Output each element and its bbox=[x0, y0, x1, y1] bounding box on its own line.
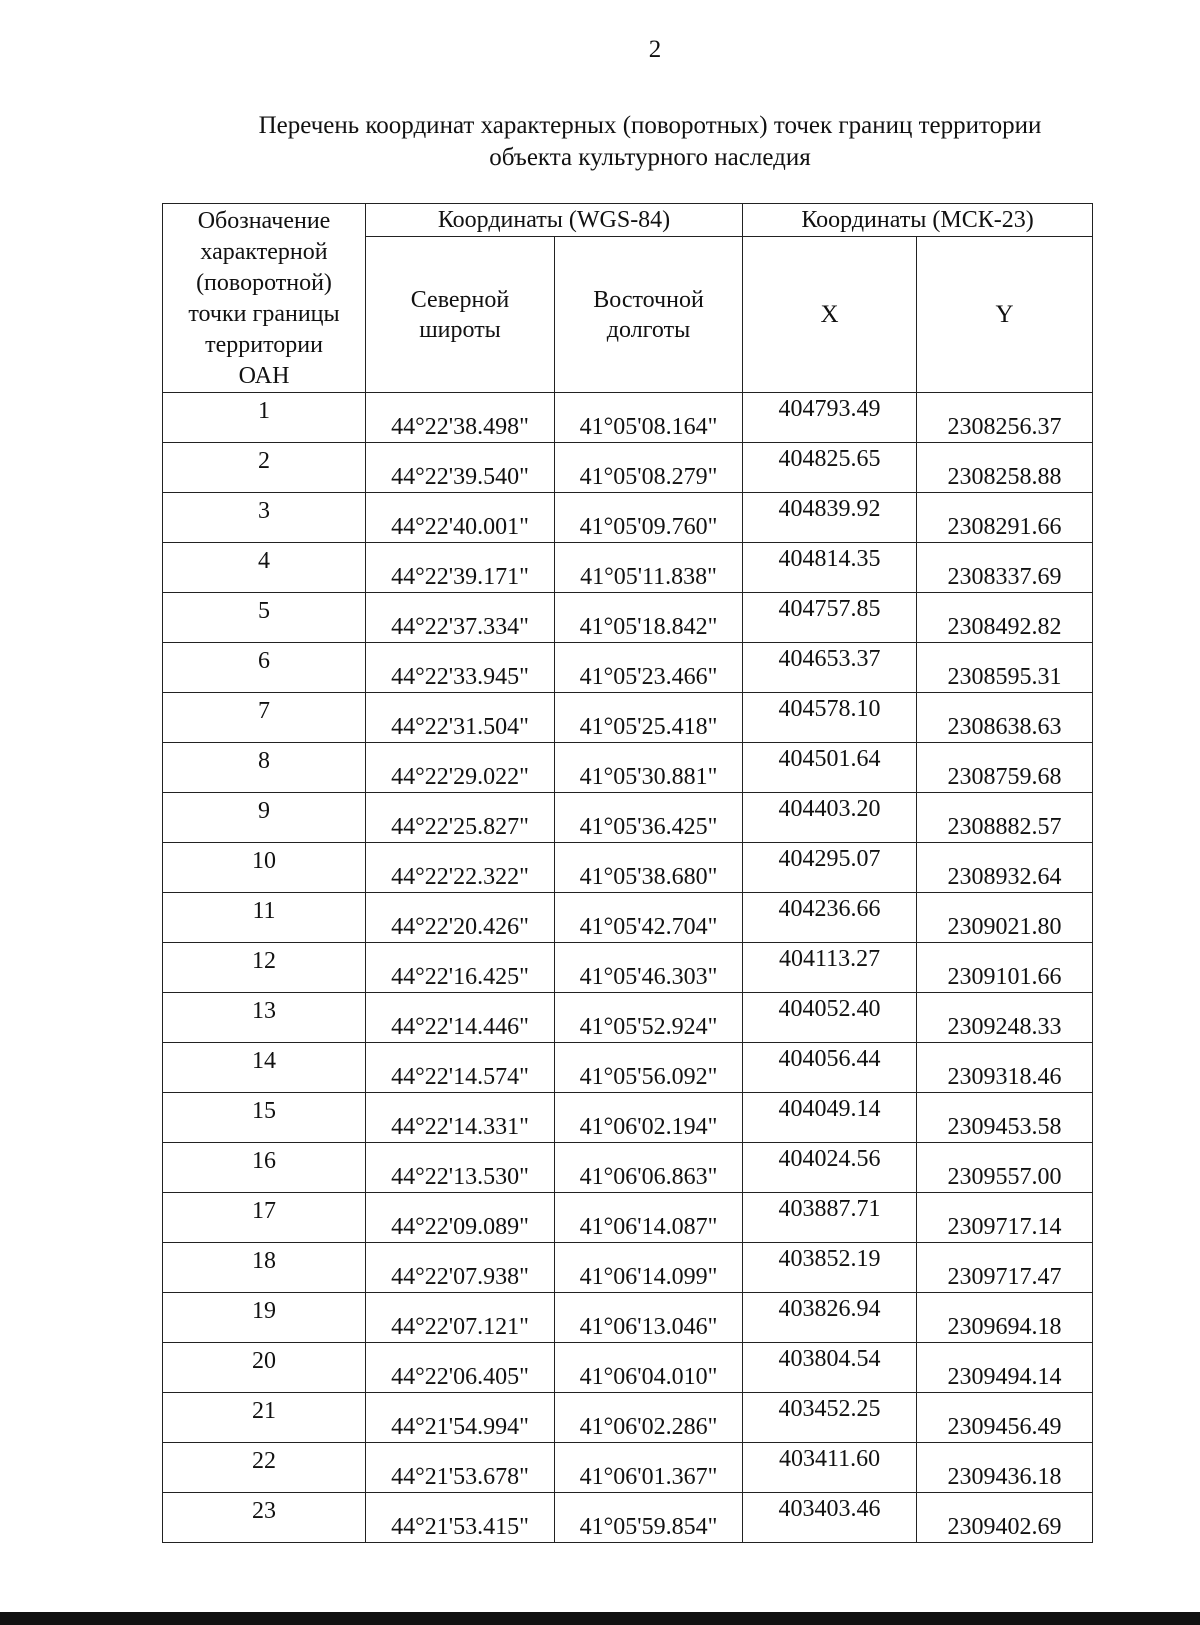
point-header-line: территории bbox=[205, 332, 323, 358]
longitude-cell: 41°05'30.881" bbox=[555, 743, 743, 793]
x-cell: 404793.49 bbox=[743, 393, 917, 443]
table-body bbox=[163, 393, 1093, 1543]
point-cell: 12 bbox=[163, 943, 366, 993]
y-cell: 2309101.66 bbox=[917, 943, 1093, 993]
longitude-cell: 41°06'14.087" bbox=[555, 1193, 743, 1243]
table-row bbox=[163, 1343, 1093, 1393]
x-cell: 404839.92 bbox=[743, 493, 917, 543]
table-row bbox=[163, 393, 1093, 443]
table-row bbox=[163, 443, 1093, 493]
latitude-header bbox=[366, 237, 555, 393]
longitude-cell: 41°05'25.418" bbox=[555, 693, 743, 743]
latitude-cell: 44°22'22.322" bbox=[366, 843, 555, 893]
x-cell: 404825.65 bbox=[743, 443, 917, 493]
latitude-cell: 44°22'31.504" bbox=[366, 693, 555, 743]
point-header-line: ОАН bbox=[238, 363, 290, 389]
y-header: Y bbox=[917, 237, 1093, 393]
longitude-cell: 41°05'08.164" bbox=[555, 393, 743, 443]
x-cell: 403826.94 bbox=[743, 1293, 917, 1343]
table-row bbox=[163, 1293, 1093, 1343]
point-header-line: (поворотной) bbox=[196, 270, 332, 296]
document-title bbox=[170, 110, 1130, 174]
x-cell: 404113.27 bbox=[743, 943, 917, 993]
y-cell: 2308759.68 bbox=[917, 743, 1093, 793]
table-row bbox=[163, 693, 1093, 743]
y-cell: 2309494.14 bbox=[917, 1343, 1093, 1393]
x-cell: 403804.54 bbox=[743, 1343, 917, 1393]
table-row bbox=[163, 1093, 1093, 1143]
y-cell: 2309456.49 bbox=[917, 1393, 1093, 1443]
longitude-header-line: долготы bbox=[606, 316, 691, 343]
point-cell: 13 bbox=[163, 993, 366, 1043]
msk23-group-header: Координаты (МСК-23) bbox=[743, 204, 1093, 237]
x-cell: 404653.37 bbox=[743, 643, 917, 693]
latitude-cell: 44°22'14.574" bbox=[366, 1043, 555, 1093]
table-row bbox=[163, 643, 1093, 693]
latitude-cell: 44°22'29.022" bbox=[366, 743, 555, 793]
latitude-cell: 44°22'06.405" bbox=[366, 1343, 555, 1393]
latitude-header-line: Северной bbox=[410, 286, 510, 313]
y-cell: 2308638.63 bbox=[917, 693, 1093, 743]
longitude-cell: 41°05'52.924" bbox=[555, 993, 743, 1043]
latitude-cell: 44°22'14.331" bbox=[366, 1093, 555, 1143]
y-cell: 2309453.58 bbox=[917, 1093, 1093, 1143]
point-cell: 16 bbox=[163, 1143, 366, 1193]
table-row bbox=[163, 993, 1093, 1043]
latitude-cell: 44°22'20.426" bbox=[366, 893, 555, 943]
table-row bbox=[163, 793, 1093, 843]
table-row bbox=[163, 493, 1093, 543]
latitude-cell: 44°22'16.425" bbox=[366, 943, 555, 993]
x-cell: 404024.56 bbox=[743, 1143, 917, 1193]
point-header-line: характерной bbox=[200, 239, 328, 265]
table-row bbox=[163, 943, 1093, 993]
point-cell: 23 bbox=[163, 1493, 366, 1543]
table-row bbox=[163, 1243, 1093, 1293]
latitude-cell: 44°22'38.498" bbox=[366, 393, 555, 443]
latitude-cell: 44°21'53.415" bbox=[366, 1493, 555, 1543]
table-row bbox=[163, 1493, 1093, 1543]
x-cell: 404295.07 bbox=[743, 843, 917, 893]
point-header-line: Обозначение bbox=[197, 208, 331, 234]
point-cell: 5 bbox=[163, 593, 366, 643]
point-cell: 21 bbox=[163, 1393, 366, 1443]
x-cell: 404403.20 bbox=[743, 793, 917, 843]
longitude-cell: 41°06'14.099" bbox=[555, 1243, 743, 1293]
table-row bbox=[163, 1393, 1093, 1443]
latitude-cell: 44°22'14.446" bbox=[366, 993, 555, 1043]
point-header-line: точки границы bbox=[188, 301, 340, 327]
latitude-cell: 44°22'37.334" bbox=[366, 593, 555, 643]
longitude-cell: 41°05'59.854" bbox=[555, 1493, 743, 1543]
y-cell: 2309557.00 bbox=[917, 1143, 1093, 1193]
scan-edge-bar bbox=[0, 1612, 1200, 1625]
x-header: X bbox=[743, 237, 917, 393]
x-cell: 404052.40 bbox=[743, 993, 917, 1043]
longitude-cell: 41°05'11.838" bbox=[555, 543, 743, 593]
x-cell: 403887.71 bbox=[743, 1193, 917, 1243]
page-number: 2 bbox=[648, 36, 662, 63]
x-cell: 404757.85 bbox=[743, 593, 917, 643]
y-cell: 2308291.66 bbox=[917, 493, 1093, 543]
longitude-cell: 41°05'23.466" bbox=[555, 643, 743, 693]
latitude-cell: 44°21'53.678" bbox=[366, 1443, 555, 1493]
y-cell: 2309402.69 bbox=[917, 1493, 1093, 1543]
latitude-cell: 44°22'33.945" bbox=[366, 643, 555, 693]
point-cell: 7 bbox=[163, 693, 366, 743]
x-cell: 403411.60 bbox=[743, 1443, 917, 1493]
y-cell: 2308337.69 bbox=[917, 543, 1093, 593]
table-header bbox=[163, 204, 1093, 393]
point-cell: 22 bbox=[163, 1443, 366, 1493]
longitude-header-line: Восточной bbox=[593, 286, 704, 313]
point-cell: 14 bbox=[163, 1043, 366, 1093]
longitude-cell: 41°05'36.425" bbox=[555, 793, 743, 843]
y-cell: 2309694.18 bbox=[917, 1293, 1093, 1343]
latitude-cell: 44°22'09.089" bbox=[366, 1193, 555, 1243]
longitude-cell: 41°06'06.863" bbox=[555, 1143, 743, 1193]
wgs84-group-header: Координаты (WGS-84) bbox=[366, 204, 743, 237]
x-cell: 403852.19 bbox=[743, 1243, 917, 1293]
x-cell: 404578.10 bbox=[743, 693, 917, 743]
table-row bbox=[163, 743, 1093, 793]
table-row bbox=[163, 543, 1093, 593]
point-cell: 3 bbox=[163, 493, 366, 543]
longitude-cell: 41°05'18.842" bbox=[555, 593, 743, 643]
point-cell: 18 bbox=[163, 1243, 366, 1293]
point-cell: 1 bbox=[163, 393, 366, 443]
longitude-cell: 41°05'56.092" bbox=[555, 1043, 743, 1093]
longitude-header bbox=[555, 237, 743, 393]
point-cell: 19 bbox=[163, 1293, 366, 1343]
longitude-cell: 41°06'01.367" bbox=[555, 1443, 743, 1493]
longitude-cell: 41°06'02.286" bbox=[555, 1393, 743, 1443]
x-cell: 403403.46 bbox=[743, 1493, 917, 1543]
latitude-cell: 44°21'54.994" bbox=[366, 1393, 555, 1443]
y-cell: 2309248.33 bbox=[917, 993, 1093, 1043]
x-cell: 404236.66 bbox=[743, 893, 917, 943]
point-cell: 17 bbox=[163, 1193, 366, 1243]
x-cell: 404814.35 bbox=[743, 543, 917, 593]
longitude-cell: 41°05'09.760" bbox=[555, 493, 743, 543]
longitude-cell: 41°05'08.279" bbox=[555, 443, 743, 493]
point-cell: 4 bbox=[163, 543, 366, 593]
latitude-cell: 44°22'39.171" bbox=[366, 543, 555, 593]
latitude-cell: 44°22'13.530" bbox=[366, 1143, 555, 1193]
table-row bbox=[163, 1043, 1093, 1093]
longitude-cell: 41°05'42.704" bbox=[555, 893, 743, 943]
point-cell: 10 bbox=[163, 843, 366, 893]
point-cell: 9 bbox=[163, 793, 366, 843]
x-cell: 404501.64 bbox=[743, 743, 917, 793]
y-cell: 2309436.18 bbox=[917, 1443, 1093, 1493]
title-line-1: Перечень координат характерных (поворотных) точек границ территории bbox=[258, 112, 1042, 139]
point-cell: 15 bbox=[163, 1093, 366, 1143]
longitude-cell: 41°05'46.303" bbox=[555, 943, 743, 993]
point-cell: 20 bbox=[163, 1343, 366, 1393]
y-cell: 2308256.37 bbox=[917, 393, 1093, 443]
longitude-cell: 41°05'38.680" bbox=[555, 843, 743, 893]
table-row bbox=[163, 593, 1093, 643]
y-cell: 2308882.57 bbox=[917, 793, 1093, 843]
x-cell: 403452.25 bbox=[743, 1393, 917, 1443]
point-cell: 6 bbox=[163, 643, 366, 693]
point-cell: 11 bbox=[163, 893, 366, 943]
title-line-2: объекта культурного наследия bbox=[489, 144, 811, 171]
table-row bbox=[163, 1443, 1093, 1493]
latitude-cell: 44°22'07.938" bbox=[366, 1243, 555, 1293]
y-cell: 2308492.82 bbox=[917, 593, 1093, 643]
table-row bbox=[163, 1193, 1093, 1243]
point-cell: 2 bbox=[163, 443, 366, 493]
y-cell: 2308932.64 bbox=[917, 843, 1093, 893]
y-cell: 2309318.46 bbox=[917, 1043, 1093, 1093]
latitude-cell: 44°22'40.001" bbox=[366, 493, 555, 543]
table-row bbox=[163, 893, 1093, 943]
longitude-cell: 41°06'02.194" bbox=[555, 1093, 743, 1143]
y-cell: 2309021.80 bbox=[917, 893, 1093, 943]
point-column-header bbox=[163, 204, 366, 393]
y-cell: 2309717.14 bbox=[917, 1193, 1093, 1243]
latitude-header-line: широты bbox=[419, 316, 501, 343]
y-cell: 2308595.31 bbox=[917, 643, 1093, 693]
latitude-cell: 44°22'07.121" bbox=[366, 1293, 555, 1343]
point-cell: 8 bbox=[163, 743, 366, 793]
latitude-cell: 44°22'39.540" bbox=[366, 443, 555, 493]
y-cell: 2309717.47 bbox=[917, 1243, 1093, 1293]
coordinates-table bbox=[162, 203, 1093, 1543]
y-cell: 2308258.88 bbox=[917, 443, 1093, 493]
x-cell: 404049.14 bbox=[743, 1093, 917, 1143]
longitude-cell: 41°06'13.046" bbox=[555, 1293, 743, 1343]
longitude-cell: 41°06'04.010" bbox=[555, 1343, 743, 1393]
latitude-cell: 44°22'25.827" bbox=[366, 793, 555, 843]
x-cell: 404056.44 bbox=[743, 1043, 917, 1093]
table-row bbox=[163, 843, 1093, 893]
table-row bbox=[163, 1143, 1093, 1193]
